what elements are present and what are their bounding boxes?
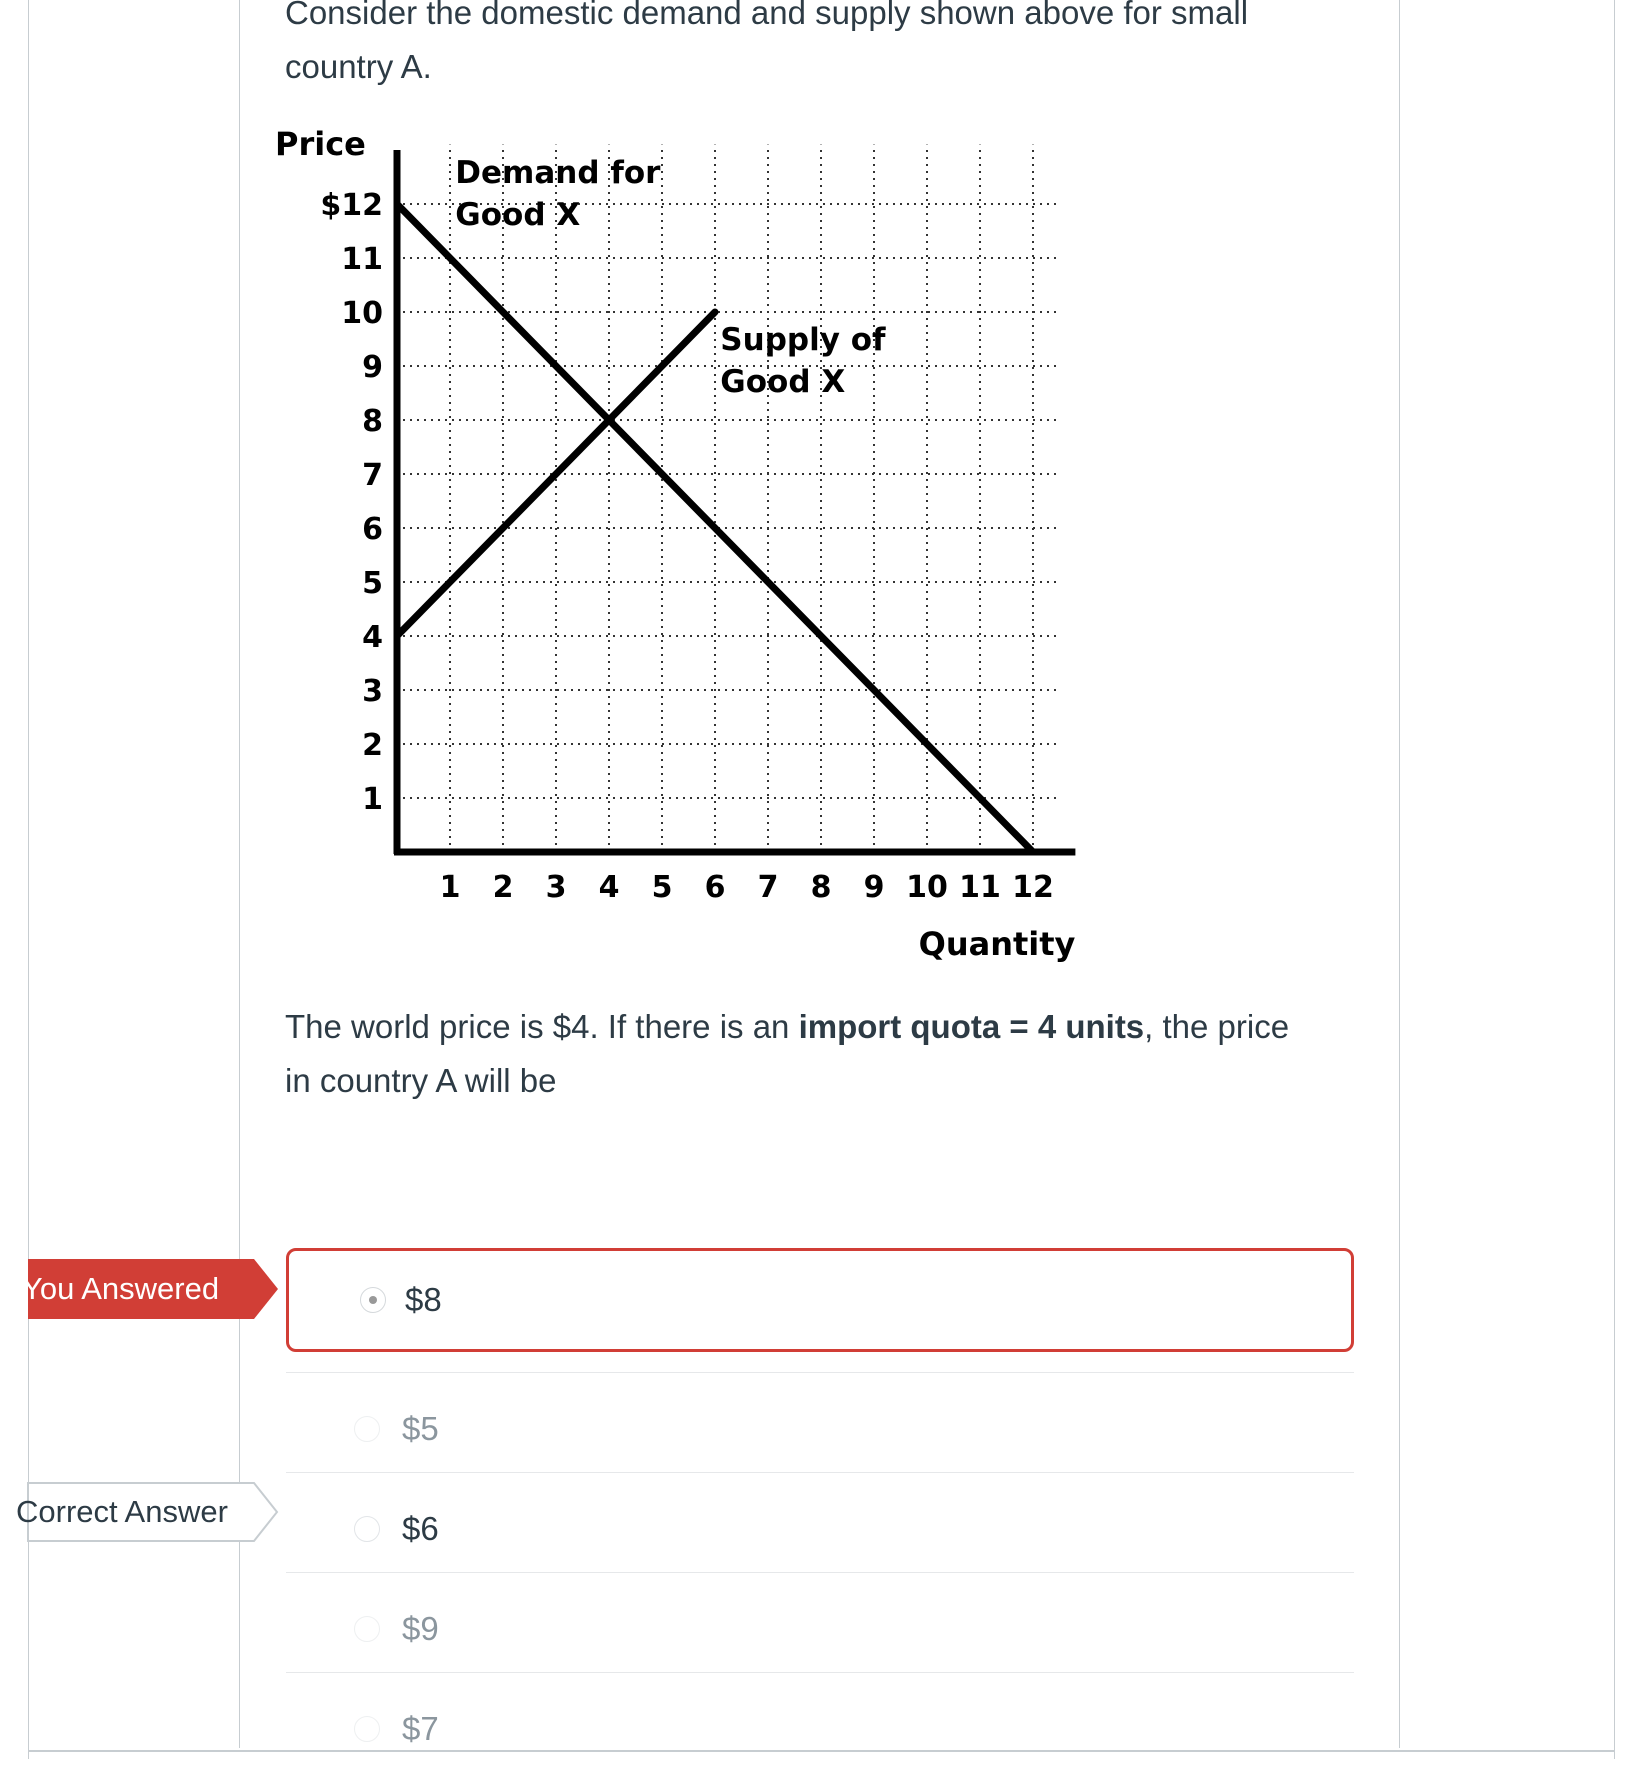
answer-option-3[interactable]	[286, 1480, 1354, 1578]
x-axis-title: Quantity	[918, 925, 1076, 963]
you-answered-tag	[22, 1259, 278, 1319]
answer-option-1[interactable]	[286, 1248, 1354, 1352]
y-tick-label: 11	[341, 242, 383, 277]
y-tick-label: 5	[362, 566, 383, 601]
x-tick-label: 3	[545, 870, 567, 905]
page-border-right	[1614, 0, 1615, 1759]
correct-answer-label: Correct Answer	[16, 1494, 228, 1529]
x-tick-label: 11	[959, 870, 1001, 905]
y-tick-label: 7	[362, 458, 383, 493]
y-tick-label: 4	[362, 620, 383, 655]
x-tick-label: 12	[1012, 870, 1054, 905]
answer-label: $7	[402, 1710, 439, 1747]
x-tick-label: 1	[439, 870, 461, 905]
y-tick-label: 2	[362, 728, 383, 763]
x-tick-label: 7	[757, 870, 779, 905]
x-tick-label: 9	[863, 870, 885, 905]
x-tick-label: 8	[810, 870, 832, 905]
answer-divider	[286, 1372, 1354, 1373]
demand-label: Demand for	[455, 155, 661, 191]
supply-label: Supply of	[720, 322, 886, 358]
y-tick-label: 6	[362, 512, 383, 547]
x-tick-label: 10	[906, 870, 948, 905]
demand-line	[397, 204, 1033, 852]
y-tick-label: 1	[362, 782, 383, 817]
x-tick-label: 2	[492, 870, 514, 905]
question-bold: import quota = 4 units	[798, 1008, 1145, 1045]
radio-button[interactable]	[354, 1516, 380, 1542]
radio-button[interactable]	[360, 1287, 386, 1313]
radio-button[interactable]	[354, 1716, 380, 1742]
answer-option-4[interactable]	[286, 1580, 1354, 1678]
y-tick-label: $12	[320, 188, 383, 223]
radio-button[interactable]	[354, 1616, 380, 1642]
demand-label: Good X	[455, 197, 581, 233]
answer-label: $8	[405, 1281, 442, 1318]
correct-answer-tag	[16, 1482, 278, 1542]
supply-demand-chart	[275, 125, 1105, 985]
x-tick-label: 6	[704, 870, 726, 905]
question-part1: The world price is $4. If there is an	[285, 1008, 799, 1045]
answer-divider	[286, 1472, 1354, 1473]
answer-option-2[interactable]	[286, 1380, 1354, 1478]
answer-label: $5	[402, 1410, 439, 1447]
y-tick-label: 3	[362, 674, 383, 709]
x-tick-label: 4	[598, 870, 620, 905]
answer-label: $6	[402, 1510, 439, 1547]
radio-button[interactable]	[354, 1416, 380, 1442]
y-axis-title: Price	[275, 125, 366, 163]
answer-divider	[286, 1672, 1354, 1673]
y-tick-label: 9	[362, 350, 383, 385]
question-part2: , the price in country A will be	[285, 1008, 1290, 1099]
question-intro: Consider the domestic demand and supply shown above for small country A.	[285, 0, 1249, 85]
y-tick-label: 10	[341, 296, 383, 331]
supply-label: Good X	[720, 364, 846, 400]
you-answered-label: You Answered	[22, 1271, 220, 1306]
answer-label: $9	[402, 1610, 439, 1647]
answer-divider	[286, 1572, 1354, 1573]
y-tick-label: 8	[362, 404, 383, 439]
answer-option-5[interactable]	[286, 1680, 1354, 1778]
x-tick-label: 5	[651, 870, 673, 905]
question-text	[285, 1000, 1315, 1108]
